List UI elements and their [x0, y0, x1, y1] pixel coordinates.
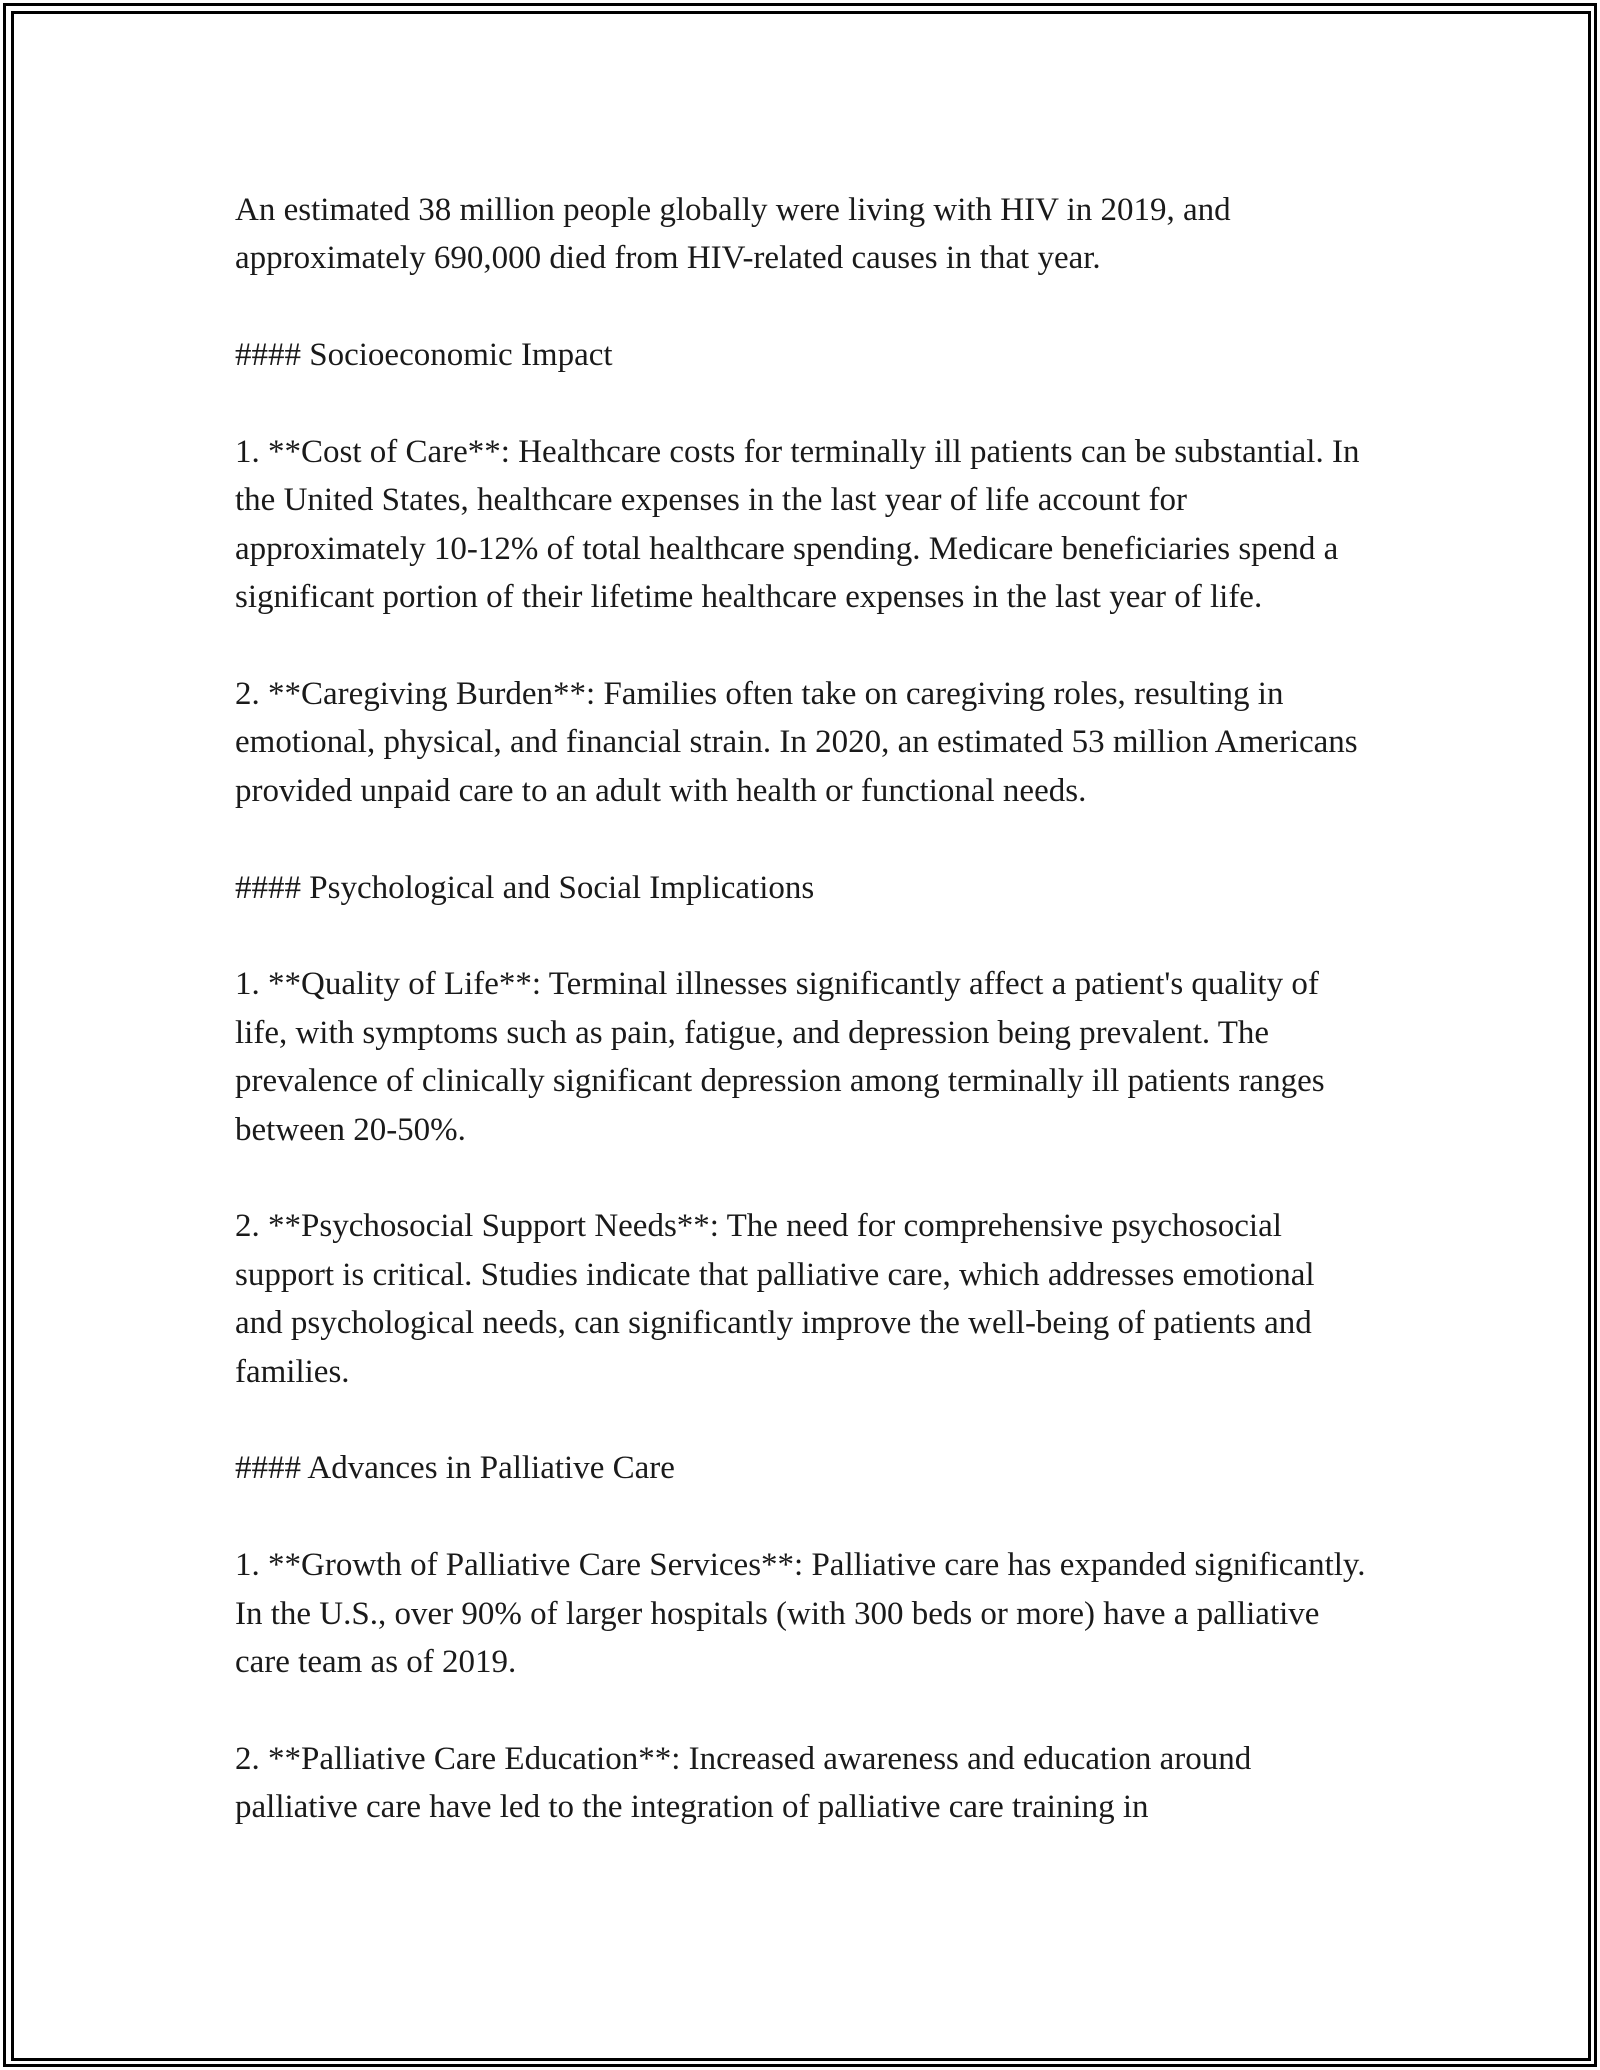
item-quality-of-life: 1. **Quality of Life**: Terminal illnesses significantly affect a patient's quality of life, with symptoms such as pain, fatigue, and depression being prevalent. The prevalence of clinically significant depression among terminally ill patients ranges between 20-50%.	[235, 966, 1333, 1148]
heading-psychological-social: #### Psychological and Social Implications	[235, 869, 815, 906]
item-caregiving-burden: 2. **Caregiving Burden**: Families often take on caregiving roles, resulting in emotional, physical, and financial strain. In 2020, an estimated 53 million Americans provided unpaid care to an adult with health or functional needs.	[235, 676, 1366, 809]
item-cost-of-care: 1. **Cost of Care**: Healthcare costs for terminally ill patients can be substantial. In the United States, healthcare expenses in the last year of life account for approximately 10-12% of total healthcare spending. Medicare beneficiaries spend a significant portion of their lifetime healthcare expenses in the last year of life.	[235, 434, 1368, 616]
intro-paragraph: An estimated 38 million people globally were living with HIV in 2019, and approximately 690,000 died from HIV-related causes in that year.	[235, 192, 1239, 277]
document-body	[235, 186, 1374, 1880]
heading-socioeconomic-impact: #### Socioeconomic Impact	[235, 337, 613, 374]
item-psychosocial-support: 2. **Psychosocial Support Needs**: The need for comprehensive psychosocial support is critical. Studies indicate that palliative care, which addresses emotional and psychological needs, can significantly improve the well-being of patients and families.	[235, 1208, 1323, 1390]
item-palliative-education: 2. **Palliative Care Education**: Increased awareness and education around palliative care have led to the integration of palliative care training in	[235, 1740, 1260, 1826]
item-growth-palliative-services: 1. **Growth of Palliative Care Services**: Palliative care has expanded significantly. In the U.S., over 90% of larger hospitals (with 300 beds or more) have a palliative care team as of 2019.	[235, 1547, 1374, 1681]
heading-advances-palliative-care: #### Advances in Palliative Care	[235, 1450, 675, 1487]
